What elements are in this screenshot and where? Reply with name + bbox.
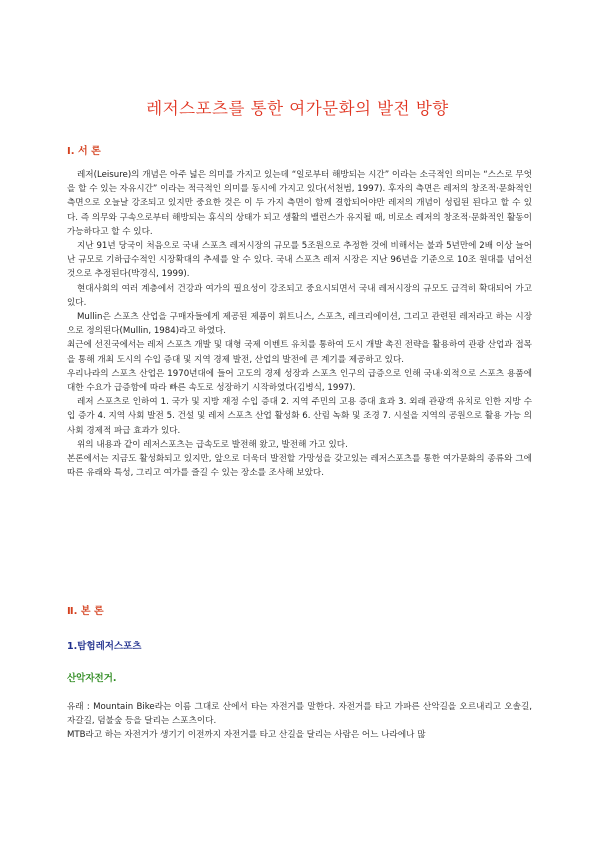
paragraph: 최근에 선진국에서는 레저 스포츠 개발 및 대형 국제 이벤트 유치를 통하여 도시 개발 촉진 전략을 활용하여 관광 산업과 접목을 통해 개최 도시의 수입 증대 및 지역 경제 발전, 산업의 발전에 큰 계기를 제공하고 있다.	[67, 340, 532, 365]
mountain-bike-body	[67, 700, 532, 743]
paragraph: 레저 스포츠로 인하여 1. 국가 및 지방 재정 수입 증대 2. 지역 주민의 고용 증대 효과 3. 외래 관광객 유치로 인한 지방 수입 증가 4. 지역 사회 발전 5. 건설 및 레저 스포츠 산업 활성화 6. 산림 녹화 및 조경 7. 시설을 지역의 공원으로 활용 가능 의 사회 경제적 파급 효과가 있다.	[67, 397, 532, 436]
paragraph: 유래 : Mountain Bike라는 이름 그대로 산에서 타는 자전거를 말한다. 자전거를 타고 가파른 산악길을 오르내리고 오솔길, 자갈길, 덤불숲 등을 달리는 스포츠이다.	[67, 702, 532, 727]
document-title: 레저스포츠를 통한 여가문화의 발전 방향	[146, 99, 449, 118]
paragraph: 레저(Leisure)의 개념은 아주 넓은 의미를 가지고 있는데 “일로부터 해방되는 시간” 이라는 소극적인 의미는 “스스로 무엇을 할 수 있는 자유시간” 이라는 적극적인 의미를 동시에 가지고 있다(서천범, 1997). 후자의 측면은 레저의 창조적·문화적인 측면으로 오늘날 강조되고 있지만 중요한 것은 이 두 가지 측면이 함께 결합되어야만 레저의 개념이 성립된 된다고 할 수 있다. 즉 의무와 구속으로부터 해방되는 휴식의 상태가 되고 생활의 밸런스가 유지될 때, 비로소 레저의 창조적·문화적인 활동이 가능하다고 할 수 있다.	[67, 170, 532, 237]
paragraph: 현대사회의 여러 계층에서 건강과 여가의 필요성이 강조되고 중요시되면서 국내 레저시장의 규모도 급격히 확대되어 가고 있다.	[67, 283, 532, 308]
paragraph: MTB라고 하는 자전거가 생기기 이전까지 자전거를 타고 산길을 달리는 사람은 어느 나라에나 많	[67, 730, 426, 741]
section-heading-introduction: Ⅰ. 서 론	[67, 146, 101, 157]
paragraph: 우리나라의 스포츠 산업은 1970년대에 들어 고도의 경제 성장과 스포츠 인구의 급증으로 인해 국내·외적으로 스포츠 용품에 대한 수요가 급증함에 따라 빠른 속도로 성장하기 시작하였다(김병식, 1997).	[67, 368, 532, 394]
subsection-heading: 1.탐험레저스포츠	[67, 641, 142, 652]
paragraph: Mullin은 스포츠 산업을 구매자들에게 제공된 제품이 휘트니스, 스포츠, 레크리에이션, 그리고 관련된 레저라고 하는 시장으로 정의된다(Mullin, 1984)라고 하였다.	[67, 312, 532, 337]
paragraph: 위의 내용과 같이 레저스포츠는 급속도로 발전해 왔고, 발전해 가고 있다.	[77, 439, 348, 450]
paragraph: 지난 91년 당국이 처음으로 국내 스포츠 레저시장의 규모를 5조원으로 추정한 것에 비해서는 불과 5년만에 2배 이상 늘어난 규모로 기하급수적인 시장확대의 추세를 알 수 있다. 국내 스포츠 레저 시장은 지난 96년을 기준으로 10조 원대를 넘어선 것으로 추정된다(박경식, 1999).	[67, 241, 532, 280]
section-heading-body: Ⅱ. 본 론	[67, 606, 104, 617]
paragraph: 본론에서는 지금도 활성화되고 있지만, 앞으로 더욱더 발전할 가망성을 갖고있는 레저스포츠를 통한 여가문화의 종류와 그에 따른 유래와 특성, 그리고 여가를 즐길 수 있는 장소를 조사해 보았다.	[67, 454, 532, 479]
introduction-body	[67, 168, 532, 480]
subsubsection-heading: 산악자전거.	[67, 673, 117, 684]
